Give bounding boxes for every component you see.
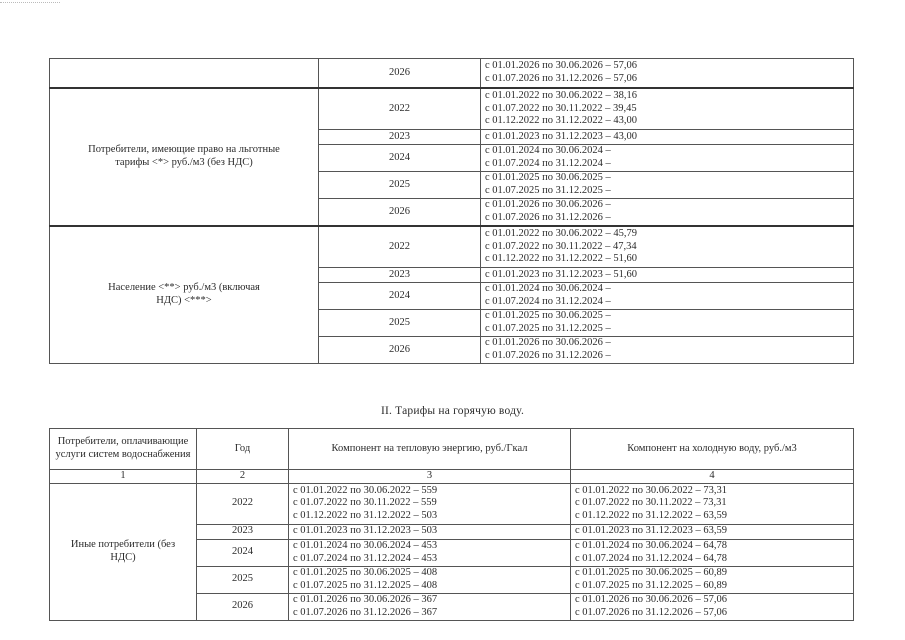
table-row xyxy=(50,226,854,268)
period-line: с 01.07.2025 по 31.12.2025 – 60,89 xyxy=(575,579,728,591)
cold-cell xyxy=(571,539,854,566)
period-line: с 01.07.2022 по 30.11.2022 – 47,34 xyxy=(485,240,637,252)
section-title: II. Тарифы на горячую воду. xyxy=(380,405,525,417)
heat-cell xyxy=(289,524,571,539)
cold-cell xyxy=(571,483,854,524)
period-line: с 01.01.2022 по 30.06.2022 – 45,79 xyxy=(485,228,638,240)
period-line: с 01.01.2026 по 30.06.2026 – xyxy=(485,199,611,211)
period-line: с 01.12.2022 по 31.12.2022 – 503 xyxy=(293,509,438,521)
period-cell xyxy=(481,226,854,268)
heat-cell xyxy=(289,539,571,566)
year-cell: 2026 xyxy=(319,337,481,364)
period-line: с 01.07.2026 по 31.12.2026 – xyxy=(485,212,611,223)
period-line: с 01.12.2022 по 31.12.2022 – 51,60 xyxy=(485,253,638,265)
year-cell: 2026 xyxy=(319,199,481,227)
period-line: с 01.07.2024 по 31.12.2024 – 453 xyxy=(293,552,438,564)
table-row xyxy=(50,483,854,524)
period-line: с 01.01.2025 по 30.06.2025 – xyxy=(485,310,611,322)
period-line: с 01.07.2025 по 31.12.2025 – xyxy=(485,185,611,196)
period-cell xyxy=(481,310,854,337)
cold-cell xyxy=(571,524,854,539)
tariff-table-cold-water xyxy=(49,58,854,364)
table-header-row xyxy=(50,429,854,470)
period-line: с 01.01.2023 по 31.12.2023 – 51,60 xyxy=(485,268,638,280)
period-line: с 01.01.2023 по 31.12.2023 – 43,00 xyxy=(485,130,638,142)
header-heat: Компонент на тепловую энергию, руб./Гкал xyxy=(289,429,571,470)
period-line: с 01.07.2022 по 30.11.2022 – 559 xyxy=(293,497,437,509)
period-line: с 01.01.2026 по 30.06.2026 – 57,06 xyxy=(485,60,638,72)
period-line: с 01.01.2023 по 31.12.2023 – 63,59 xyxy=(575,525,728,537)
period-line: с 01.01.2025 по 30.06.2025 – xyxy=(485,172,611,184)
period-cell xyxy=(481,59,854,89)
period-line: с 01.12.2022 по 31.12.2022 – 43,00 xyxy=(485,115,638,127)
heat-cell xyxy=(289,566,571,593)
cold-cell xyxy=(571,566,854,593)
period-line: с 01.01.2024 по 30.06.2024 – 453 xyxy=(293,540,438,551)
period-line: с 01.01.2026 по 30.06.2026 – xyxy=(485,337,611,349)
period-line: с 01.01.2024 по 30.06.2024 – xyxy=(485,283,611,295)
year-cell: 2025 xyxy=(319,310,481,337)
heat-cell xyxy=(289,593,571,620)
consumer-cell xyxy=(50,59,319,89)
period-line: с 01.07.2024 по 31.12.2024 – xyxy=(485,158,611,169)
period-cell xyxy=(481,268,854,283)
period-line: с 01.07.2026 по 31.12.2026 – 367 xyxy=(293,606,438,618)
consumer-cell: Потребители, имеющие право на льготные тарифы <*> руб./м3 (без НДС) xyxy=(50,88,319,226)
table-row xyxy=(50,59,854,89)
column-number: 4 xyxy=(571,470,854,484)
year-cell: 2023 xyxy=(319,130,481,145)
year-cell: 2022 xyxy=(319,88,481,130)
year-cell: 2025 xyxy=(197,566,289,593)
period-line: с 01.07.2025 по 31.12.2025 – xyxy=(485,323,611,334)
tariff-table-hot-water xyxy=(49,428,854,621)
year-cell: 2024 xyxy=(197,539,289,566)
period-line: с 01.01.2026 по 30.06.2026 – 57,06 xyxy=(575,594,728,605)
year-cell: 2025 xyxy=(319,172,481,199)
period-cell xyxy=(481,88,854,130)
year-cell: 2024 xyxy=(319,283,481,310)
header-consumer: Потребители, оплачивающие услуги систем водоснабжения xyxy=(50,429,197,470)
period-line: с 01.12.2022 по 31.12.2022 – 63,59 xyxy=(575,509,728,521)
period-cell xyxy=(481,337,854,364)
period-line: с 01.01.2025 по 30.06.2025 – 60,89 xyxy=(575,567,728,578)
period-line: с 01.01.2022 по 30.06.2022 – 73,31 xyxy=(575,484,728,496)
period-line: с 01.01.2025 по 30.06.2025 – 408 xyxy=(293,567,438,578)
column-number-row xyxy=(50,470,854,484)
consumer-cell: Иные потребители (без НДС) xyxy=(50,483,197,620)
table-row xyxy=(50,88,854,130)
period-line: с 01.07.2026 по 31.12.2026 – 57,06 xyxy=(575,606,728,618)
period-line: с 01.01.2023 по 31.12.2023 – 503 xyxy=(293,525,438,537)
period-line: с 01.07.2022 по 30.11.2022 – 73,31 xyxy=(575,497,727,509)
header-cold: Компонент на холодную воду, руб./м3 xyxy=(571,429,854,470)
period-cell xyxy=(481,172,854,199)
period-line: с 01.01.2024 по 30.06.2024 – 64,78 xyxy=(575,540,728,551)
period-line: с 01.07.2025 по 31.12.2025 – 408 xyxy=(293,579,438,591)
period-cell xyxy=(481,199,854,227)
year-cell: 2026 xyxy=(319,59,481,89)
period-line: с 01.07.2024 по 31.12.2024 – 64,78 xyxy=(575,552,728,564)
year-cell: 2023 xyxy=(197,524,289,539)
year-cell: 2024 xyxy=(319,145,481,172)
header-year: Год xyxy=(197,429,289,470)
consumer-cell: Население <**> руб./м3 (включая НДС) <***> xyxy=(50,226,319,364)
period-line: с 01.01.2022 по 30.06.2022 – 559 xyxy=(293,484,438,496)
period-cell xyxy=(481,130,854,145)
period-line: с 01.07.2026 по 31.12.2026 – xyxy=(485,350,611,361)
year-cell: 2022 xyxy=(319,226,481,268)
period-line: с 01.07.2022 по 30.11.2022 – 39,45 xyxy=(485,102,637,114)
period-cell xyxy=(481,283,854,310)
period-line: с 01.01.2024 по 30.06.2024 – xyxy=(485,145,611,157)
year-cell: 2022 xyxy=(197,483,289,524)
year-cell: 2023 xyxy=(319,268,481,283)
column-number: 1 xyxy=(50,470,197,484)
period-line: с 01.01.2026 по 30.06.2026 – 367 xyxy=(293,594,438,605)
year-cell: 2026 xyxy=(197,593,289,620)
column-number: 2 xyxy=(197,470,289,484)
cold-cell xyxy=(571,593,854,620)
scan-mark xyxy=(0,2,60,5)
period-line: с 01.01.2022 по 30.06.2022 – 38,16 xyxy=(485,90,638,102)
period-cell xyxy=(481,145,854,172)
period-line: с 01.07.2026 по 31.12.2026 – 57,06 xyxy=(485,73,638,84)
period-line: с 01.07.2024 по 31.12.2024 – xyxy=(485,296,611,307)
column-number: 3 xyxy=(289,470,571,484)
heat-cell xyxy=(289,483,571,524)
